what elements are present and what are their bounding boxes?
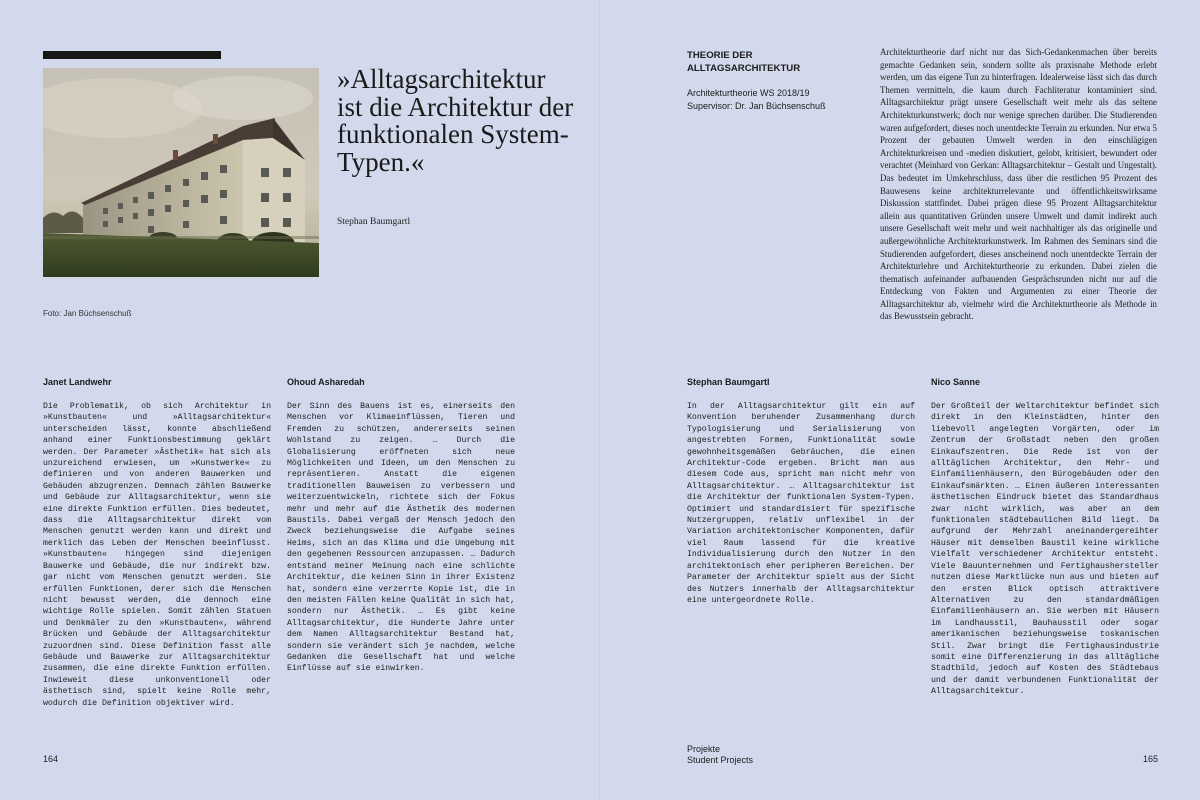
- student-name: Ohoud Asharedah: [287, 377, 365, 387]
- photo-credit: Foto: Jan Büchsenschuß: [43, 309, 132, 318]
- course-subject: Architekturtheorie WS 2018/19: [687, 88, 810, 98]
- course-meta: [687, 87, 867, 112]
- course-title: THEORIE DER ALLTAGSARCHITEKTUR: [687, 50, 801, 74]
- student-text: In der Alltagsarchitektur gilt ein auf Konvention beruhender Zusammenhang durch Typologisierung und Serialisierung von angestrebten Formen, Funktionalität sowie gewohnheitsgemäßen Gebräuchen, die einen Architektur-Code ergeben. Bricht man aus diesem Code aus, spricht man nicht mehr von Alltagsarchitektur. … Alltagsarchitektur ist die Architektur der funktionalen System-Typen. Optimiert und standardisiert für spezifische Nutzergruppen, relativ unflexibel in der Variation architektonischer Komponenten, dafür viel Raum lassend für die kreative Individualisierung durch den Nutzer in den architektonisch eher peripheren Bereichen. Der Parameter der Architektur spielt aus der Sicht des Nutzers innerhalb der Alltagsarchitektur eine untergeordnete Rolle.: [687, 402, 915, 605]
- student-text: Der Sinn des Bauens ist es, einerseits den Menschen vor Klimaeinflüssen, Tieren und Fremden zu schützen, andererseits seinen Wohlstand zu zeigen. … Durch die Globalisierung eröffneten sich neue Möglichkeiten und Ideen, um den Menschen zu repräsentieren. Anstatt die eigenen traditionellen Bauweisen zu verbessern und weiterzuentwickeln, richtete sich der Fokus mehr und mehr auf die Ästhetik des modernen Baustils. Dabei vergaß der Mensch jedoch den Zweck beziehungsweise die Aufgabe seines Heims, sich an das Klima und die Umgebung mit den gegebenen Ressourcen anzupassen. … Dadurch entstand meiner Meinung nach eine schlichte Architektur, die keinen Sinn in ihrer Existenz hat, sondern eine verzerrte Kopie ist, die in den meisten Fällen keine Qualität in sich hat, sondern nur Ästhetik. … Es gibt keine Alltagsarchitektur, die Hunderte Jahre unter dem Namen Alltagsarchitektur Bestand hat, sondern sie verändert sich je nachdem, welche Gedanken die Gesellschaft hat und welche Einflüsse auf sie einwirken.: [287, 402, 515, 674]
- building-illustration: [43, 68, 319, 277]
- section-title: Projekte: [687, 744, 721, 754]
- student-column: [287, 376, 515, 675]
- student-name: Nico Sanne: [931, 377, 981, 387]
- page-number-right: 165: [1143, 754, 1159, 764]
- page-number-left: 164: [43, 754, 59, 764]
- intro-text: Architekturtheorie darf nicht nur das Sich-Gedankenmachen über bereits gemachte Gedanken sein, sondern sollte als praxisnahe Methode erlebt werden, um das eigene Tun zu hinterfragen. Idealerweise lässt sich das durch Themen vermitteln, die kaum durch Fachliteratur kontaminiert sind. Alltagsarchitektur prägt unsere Gesellschaft weit mehr als das seltene Architekturkunstwerk; doch nur wenige sprechen darüber. Die Studierenden waren aufgefordert, dieses noch unentdeckte Terrain zu erkunden. Nur etwa 5 Prozent der gebauten Umwelt werden in den einschlägigen Architekturkreisen und -medien diskutiert, gelobt, kritisiert, bewundert oder verachtet (Meinhard von Gerkan: Alltagsarchitektur – Gestalt und Ungestalt). Das bedeutet im Umkehrschluss, dass über die restlichen 95 Prozent des Bauwesens keine architekturrelevante und öffentlichkeitswirksame Diskussion stattfindet. Dabei prägen diese 95 Prozent Alltagsarchitektur allein aus quantitativen Gründen unsere Umwelt und damit indirekt auch unsere Gesellschaft weit mehr und weit nachhaltiger als das originelle und außergewöhnliche Architekturkunstwerk. Im Rahmen des Seminars sind die Studierenden aufgefordert, dieses anscheinend noch unentdeckte Terrain der Architekturlehre und Architekturtheorie zu erkunden. Dabei zielen die thematisch aufeinander aufbauenden Gesprächsrunden nicht nur auf die Entdeckung von Fakten und Argumenten zu einer Theorie der Alltagsarchitektur ab, vielmehr wird die Architekturtheorie als Methode in das Bewusstsein gebracht.: [880, 47, 1157, 322]
- student-column: [931, 376, 1159, 698]
- student-text: Der Großteil der Weltarchitektur befindet sich direkt in den Kleinstädten, hinter den liebevoll angelegten Vorgärten, oder im Zentrum der Großstadt neben den großen Einkaufszentren. Die Rede ist von der alltäglichen Architektur, den Mehr- und Einfamilienhäusern, den Bürogebäuden oder den Einkaufsmärkten. … Einen äußeren interessanten ästhetischen Eindruck bietet das Standardhaus zwar nicht wirklich, was aber an dem funktionalen städtebaulichen Bild liegt. Da aufgrund der Mehrzahl aneinandergereihter Häuser mit demselben Baustil keine wirkliche Vielfalt verschiedener Architektur entsteht. Viele Bauunternehmen und Fertighaushersteller nutzen diese Marktlücke nun aus und bieten auf den ersten Blick optisch attraktivere Alternativen zu den standardmäßigen Einfamilienhäusern an. Sie werben mit Häusern im Landhausstil, Bauhausstil oder sogar amerikanischen beziehungsweise toskanischen Stil. Zwar bringt die Fertighausindustrie somit eine Differenzierung in das alltägliche Stadtbild, jedoch auf Kosten des Städtebaus und der damit verbundenen Funktionalität der Alltagsarchitektur.: [931, 402, 1159, 697]
- course-supervisor: Supervisor: Dr. Jan Büchsenschuß: [687, 100, 826, 111]
- student-column: [687, 376, 915, 606]
- student-column: [43, 376, 271, 709]
- building-photo: [43, 68, 319, 277]
- section-label: [687, 744, 753, 766]
- quote-author: Stephan Baumgartl: [337, 217, 411, 227]
- student-name: Stephan Baumgartl: [687, 377, 770, 387]
- student-text: Die Problematik, ob sich Architektur in »Kunstbauten« und »Alltagsarchitektur« unterscheiden lässt, konnte abschließend anhand einer Funktionsbestimmung geklärt werden. Der Parameter »Ästhetik« hat sich als unzureichend erwiesen, um »Kunstwerke« zu definieren und von anderen Bauwerken und Gebäuden abzugrenzen. Demnach zählen Bauwerke und Gebäude zur Alltagsarchitektur, wenn sie eine direkte Funktion erfüllen. Dies bedeutet, dass die Alltagsarchitektur direkt vom Menschen genutzt werden kann und direkt und merklich das Leben der Menschen beeinflusst. »Kunstbauten« hingegen sind diejenigen Bauwerke und Gebäude, die nur indirekt bzw. gar nicht vom Menschen genutzt werden. Sie erfüllen Funktionen, derer sich die Menschen nicht bewusst werden, die dennoch eine wichtige Rolle spielen. Somit zählen Statuen und Denkmäler zu den »Kunstbauten«, während Brücken und Gebäude der Alltagsarchitektur zuzuordnen sind. Diese Definition fasst alle Gebäude und Bauwerke zur Alltagsarchitektur zusammen, die eine direkte Funktion erfüllen. Inwieweit diese unkonventionell oder ästhetisch sind, spielt keine Rolle mehr, wodurch die Definition objektiver wird.: [43, 402, 271, 708]
- pull-quote: »Alltagsarchitektur ist die Architektur der funktionalen System-Typen.«: [337, 64, 574, 177]
- student-name: Janet Landwehr: [43, 377, 112, 387]
- section-subtitle: Student Projects: [687, 755, 754, 765]
- page-gutter: [599, 0, 601, 800]
- decorative-bar: [43, 51, 221, 59]
